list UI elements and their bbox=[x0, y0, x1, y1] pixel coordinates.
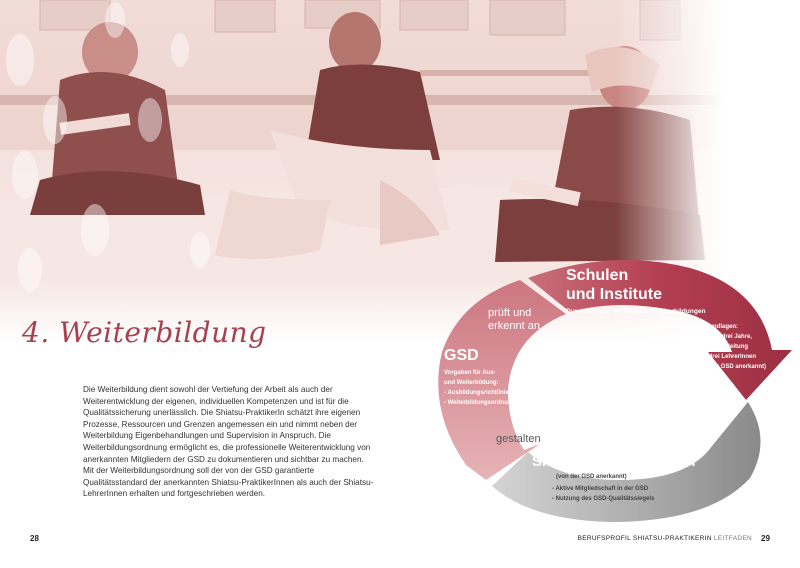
footer-running-title bbox=[578, 535, 752, 542]
praktiker-detail-1: - Aktive Mitgliedschaft in der GSD bbox=[552, 486, 649, 492]
page-number-left: 28 bbox=[30, 534, 39, 543]
schulen-detail-3: individuelle Begleitung bbox=[682, 344, 748, 350]
praktiker-subtitle: (von der GSD anerkannt) bbox=[556, 474, 627, 480]
gsd-detail-3: - Ausbildungsrichtlinien bbox=[444, 390, 513, 396]
arrow-label-prueft-und-1: prüft und bbox=[488, 307, 532, 319]
body-paragraph-block bbox=[83, 384, 375, 500]
praktiker-title: Shiatsu-PraktikerInnen bbox=[532, 453, 696, 470]
gsd-title: GSD bbox=[444, 347, 479, 364]
schulen-title-2: und Institute bbox=[566, 286, 662, 303]
arrow-label-prueft: prüft bbox=[712, 381, 735, 393]
footer-label-light: LEITFADEN bbox=[713, 535, 752, 542]
schulen-detail-1: Ausbildungsgrundlagen: bbox=[667, 324, 738, 330]
gsd-detail-4: - Weiterbildungsordnung bbox=[444, 400, 516, 406]
schulen-detail-5: (von der GSD anerkannt) bbox=[695, 364, 766, 370]
arrow-label-gestalten: gestalten bbox=[496, 433, 541, 445]
praktiker-detail-2: - Nutzung des GSD-Qualitätssiegels bbox=[552, 496, 655, 502]
page-title: 4. Weiterbildung bbox=[22, 316, 267, 349]
body-paragraph: Die Weiterbildung dient sowohl der Vertiefung der Arbeit als auch der Weiterentwicklung der eigenen, individuellen Kompetenzen und ist für die Qualitätssicherung unerlässlich. Die Shiatsu-PraktikerIn schätzt ihre eigenen Prozesse, Ressourcen und Grenzen angemessen ein und nimmt neben der Weiterbildung Eigenbehandlungen und Supervision in Anspruch. Die Weiterbildungsordnung ermöglicht es, die professionelle Weiterentwicklung von anerkannten Mitgliedern der GSD zu dokumentieren und sichtbar zu machen. Mit der Weiterbildungsordnung soll der von der GSD garantierte Qualitätsstandard der anerkannten Shiatsu-PraktikerInnen als auch der Shiatsu-LehrerInnen erhalten und fortgeschrieben werden. bbox=[83, 385, 374, 499]
schulen-detail-4: durch drei LehrerInnen bbox=[690, 354, 756, 360]
training-cycle-diagram bbox=[420, 240, 800, 530]
footer-label-main: BERUFSPROFIL SHIATSU-PRAKTIKERIN bbox=[577, 535, 712, 542]
gsd-detail-1: Vorgaben für Aus- bbox=[444, 370, 496, 376]
schulen-detail-2: 500 Stunden, min. drei Jahre, bbox=[668, 334, 752, 340]
page-number-right: 29 bbox=[761, 534, 770, 543]
schulen-title-1: Schulen bbox=[566, 267, 629, 284]
gsd-detail-2: und Weiterbildung: bbox=[444, 380, 499, 386]
schulen-subtitle: Durchführung der Aus- und Weiterbildungen bbox=[566, 308, 706, 315]
arrow-label-prueft-und-2: erkennt an bbox=[488, 320, 540, 332]
